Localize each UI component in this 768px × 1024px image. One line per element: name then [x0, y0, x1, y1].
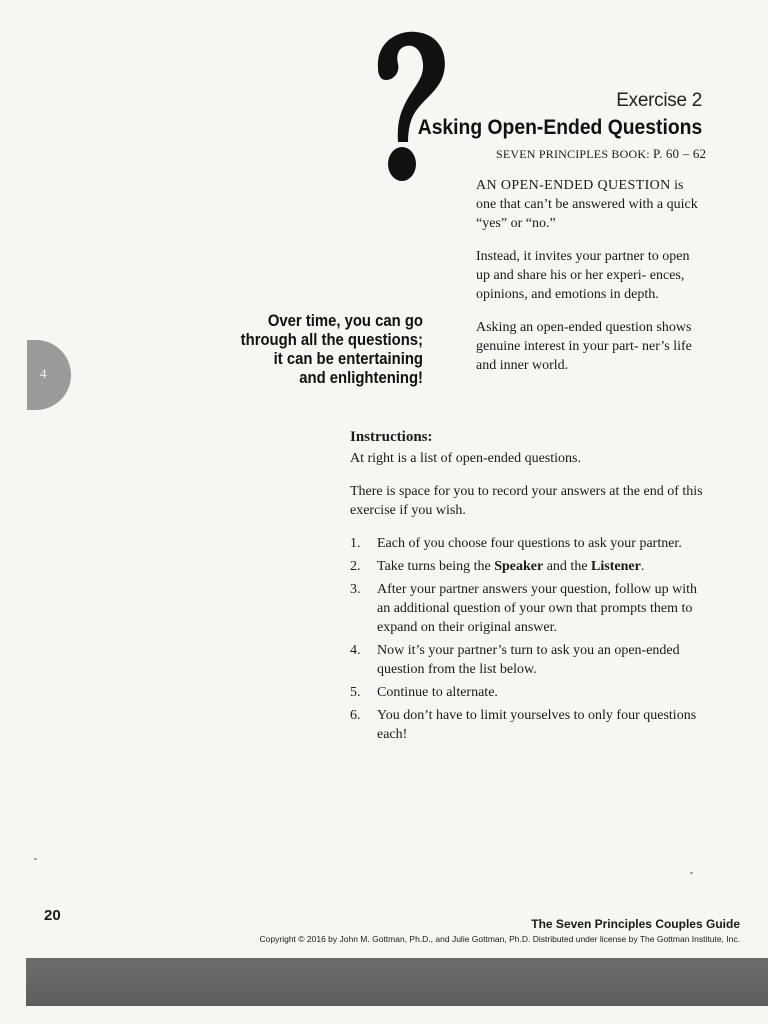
- step-number: 6.: [350, 708, 361, 723]
- copyright-notice: Copyright © 2016 by John M. Gottman, Ph.D., and Julie Gottman, Ph.D. Distributed under license by The Gottman Institute, Inc.: [259, 934, 740, 944]
- footer-bar: [26, 958, 768, 1006]
- page-number: 20: [44, 907, 61, 924]
- instructions-heading: Instructions:: [350, 429, 433, 445]
- intro-paragraph-1: [476, 176, 706, 233]
- list-item: [350, 534, 710, 553]
- pull-quote-line-2: through all the questions;: [240, 331, 423, 349]
- exercise-number: Exercise 2: [616, 90, 702, 111]
- list-item: [350, 557, 710, 576]
- pull-quote-line-1: Over time, you can go: [267, 312, 423, 330]
- step-text: After your partner answers your question, follow up with an additional question of your own that prompts them to expand on their original answer.: [377, 582, 697, 635]
- step-number: 3.: [350, 582, 361, 597]
- pull-quote-line-3: it can be entertaining: [273, 350, 423, 368]
- step-text: Each of you choose four questions to ask your partner.: [377, 536, 682, 551]
- instructions-section: [350, 428, 710, 748]
- page-title: Asking Open-Ended Questions: [417, 116, 702, 139]
- instructions-steps: [350, 534, 710, 744]
- chapter-tab-number: 4: [40, 366, 47, 381]
- step-text: Now it’s your partner’s turn to ask you an open-ended question from the list below.: [377, 643, 680, 677]
- step-text: You don’t have to limit yourselves to only four questions each!: [377, 708, 697, 742]
- step-text: Continue to alternate.: [377, 685, 498, 700]
- pull-quote: [216, 312, 423, 388]
- intro-p1-rest: is one that can’t be answered with a quick “yes” or “no.”: [476, 178, 698, 231]
- book-reference: [496, 146, 706, 162]
- footer-guide-title: The Seven Principles Couples Guide: [531, 917, 740, 931]
- list-item: [350, 580, 710, 637]
- instructions-paragraph-1: At right is a list of open-ended questions.: [350, 451, 581, 466]
- step-text-post: .: [640, 559, 645, 574]
- exercise-header: [393, 90, 702, 140]
- instructions-paragraph-2: There is space for you to record your answers at the end of this exercise if you wish.: [350, 484, 703, 518]
- step-number: 4.: [350, 643, 361, 658]
- list-item: [350, 706, 710, 744]
- speaker-term: Speaker: [494, 559, 544, 574]
- list-item: [350, 641, 710, 679]
- intro-paragraph-3: Asking an open-ended question shows genuine interest in your part- ner’s life and inner world.: [476, 320, 692, 373]
- intro-paragraph-2: Instead, it invites your partner to open up and share his or her experi- ences, opinions, and emotions in depth.: [476, 249, 690, 302]
- book-ref-pages: P. 60 – 62: [652, 146, 707, 161]
- step-number: 1.: [350, 536, 361, 551]
- step-text-mid: and the: [543, 559, 592, 574]
- book-ref-label: SEVEN PRINCIPLES BOOK:: [496, 147, 653, 161]
- chapter-tab: [27, 340, 71, 410]
- intro-lead: AN OPEN-ENDED QUESTION: [476, 178, 671, 193]
- step-number: 5.: [350, 685, 361, 700]
- intro-text: [476, 176, 706, 389]
- scan-speck: [34, 858, 37, 860]
- list-item: [350, 683, 710, 702]
- step-number: 2.: [350, 559, 361, 574]
- step-text-pre: Take turns being the: [377, 559, 495, 574]
- pull-quote-line-4: and enlightening!: [299, 369, 423, 387]
- listener-term: Listener: [591, 559, 641, 574]
- scan-speck: [690, 872, 693, 874]
